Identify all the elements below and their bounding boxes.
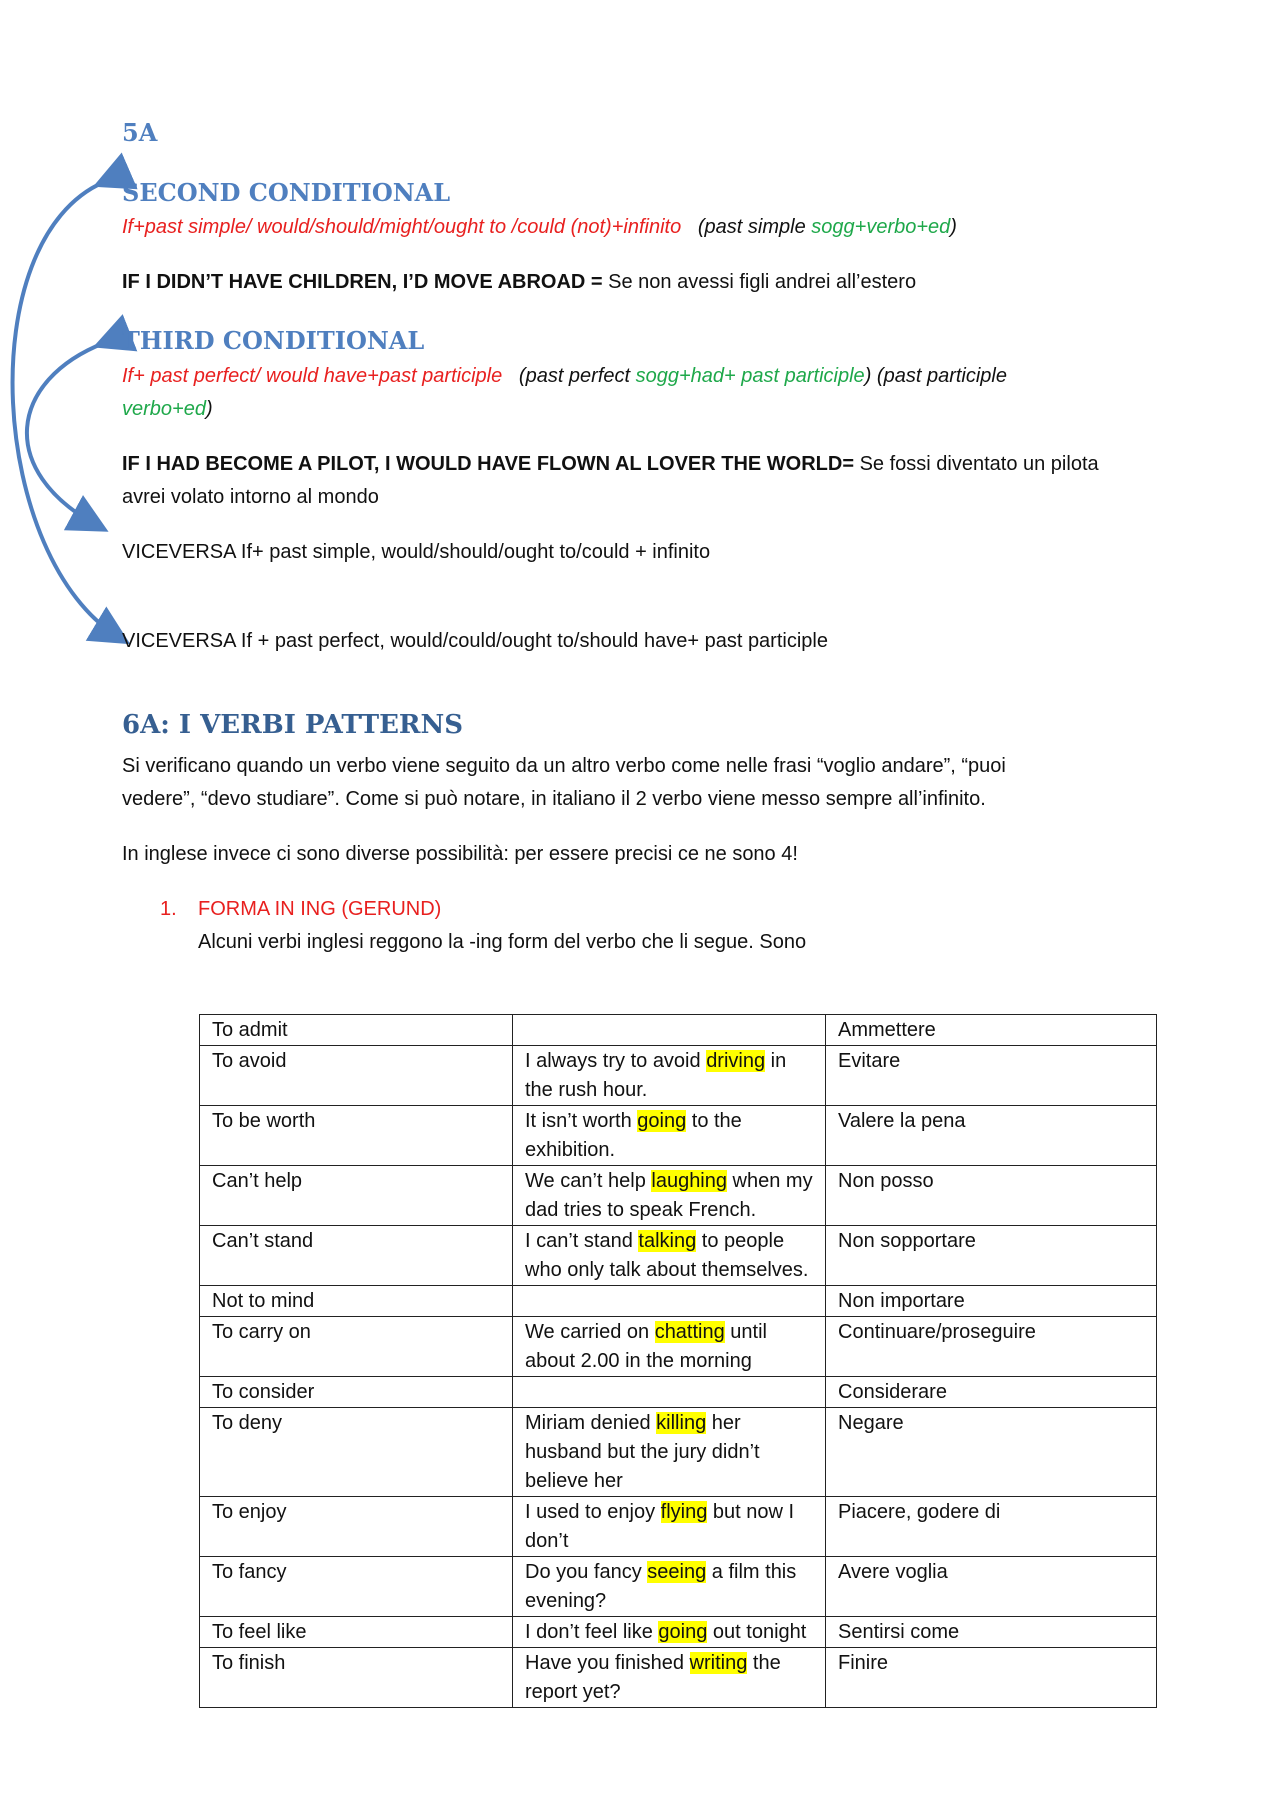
second-note-open: (past simple	[697, 216, 812, 238]
example-text-before: I can’t stand	[525, 1230, 639, 1252]
second-example-bold: IF I DIDN’T HAVE CHILDREN, I’D MOVE ABROAD =	[122, 271, 609, 293]
verb-cell: To consider	[200, 1377, 513, 1408]
table-row	[200, 1226, 1157, 1286]
example-text-after: but now I don’t	[525, 1501, 795, 1552]
second-example	[122, 266, 916, 299]
example-cell	[513, 1226, 826, 1286]
example-cell	[513, 1015, 826, 1046]
verb-cell: To fancy	[200, 1557, 513, 1617]
table-row	[200, 1557, 1157, 1617]
highlighted-gerund: driving	[706, 1050, 766, 1072]
verbs-table-body	[200, 1015, 1157, 1708]
third-example-translation-1: Se fossi diventato un pilota	[859, 453, 1099, 475]
example-text-after: until about 2.00 in the morning	[525, 1321, 767, 1372]
table-row	[200, 1317, 1157, 1377]
list-description: Alcuni verbi inglesi reggono la -ing form del verbo che li segue. Sono	[198, 931, 807, 953]
third-example-bold: IF I HAD BECOME A PILOT, I WOULD HAVE FLOWN AL LOVER THE WORLD=	[122, 453, 860, 475]
verb-cell: To deny	[200, 1408, 513, 1497]
second-formula-line	[122, 211, 957, 244]
example-text-after: to the exhibition.	[525, 1110, 742, 1161]
example-cell	[513, 1617, 826, 1648]
example-cell	[513, 1046, 826, 1106]
table-row	[200, 1046, 1157, 1106]
intro-line-1: Si verificano quando un verbo viene seguito da un altro verbo come nelle frasi “voglio andare”, “puoi	[122, 755, 1006, 777]
verb-cell: To admit	[200, 1015, 513, 1046]
list-title: FORMA IN ING (GERUND)	[198, 898, 442, 920]
example-text-after: when my dad tries to speak French.	[525, 1170, 813, 1221]
third-note1-green: sogg+had+ past participle	[635, 365, 865, 387]
example-cell	[513, 1377, 826, 1408]
example-text-after: in the rush hour.	[525, 1050, 787, 1101]
translation-cell: Non posso	[826, 1166, 1157, 1226]
table-row	[200, 1106, 1157, 1166]
example-cell	[513, 1166, 826, 1226]
third-formula-line	[122, 360, 1007, 393]
highlighted-gerund: going	[658, 1621, 708, 1643]
example-text-before: Do you fancy	[525, 1561, 648, 1583]
verbs-table	[199, 1014, 1157, 1708]
heading-conditional-word: CONDITIONAL	[222, 326, 425, 355]
example-text-before: I used to enjoy	[525, 1501, 661, 1523]
translation-cell: Avere voglia	[826, 1557, 1157, 1617]
table-row	[200, 1377, 1157, 1408]
verb-cell: To carry on	[200, 1317, 513, 1377]
example-cell	[513, 1408, 826, 1497]
verb-cell: Can’t help	[200, 1166, 513, 1226]
table-row	[200, 1497, 1157, 1557]
third-note1-close: )	[864, 365, 872, 387]
verb-cell: To be worth	[200, 1106, 513, 1166]
translation-cell: Ammettere	[826, 1015, 1157, 1046]
example-cell	[513, 1557, 826, 1617]
example-text-before: Have you finished	[525, 1652, 690, 1674]
translation-cell: Valere la pena	[826, 1106, 1157, 1166]
verb-cell: To enjoy	[200, 1497, 513, 1557]
highlighted-gerund: talking	[638, 1230, 697, 1252]
example-text-after: a film this evening?	[525, 1561, 797, 1612]
translation-cell: Continuare/proseguire	[826, 1317, 1157, 1377]
third-example-line-2: avrei volato intorno al mondo	[122, 486, 379, 508]
heading-second-word: SECOND	[122, 178, 241, 207]
verb-cell: Not to mind	[200, 1286, 513, 1317]
table-row	[200, 1617, 1157, 1648]
viceversa-line-1: VICEVERSA If+ past simple, would/should/ought to/could + infinito	[122, 541, 711, 563]
example-cell	[513, 1317, 826, 1377]
heading-conditional-word: CONDITIONAL	[248, 178, 451, 207]
second-note-close: )	[950, 216, 957, 238]
example-text-before: I don’t feel like	[525, 1621, 659, 1643]
heading-third-word: THIRD	[122, 326, 215, 355]
third-note2-close: )	[205, 398, 213, 420]
third-formula-line-2	[122, 393, 213, 426]
translation-cell: Sentirsi come	[826, 1617, 1157, 1648]
verb-cell: To avoid	[200, 1046, 513, 1106]
third-note1-open: (past perfect	[518, 365, 636, 387]
second-note-green: sogg+verbo+ed	[811, 216, 951, 238]
third-note2-green: verbo+ed	[122, 398, 206, 420]
heading-6a: 6A: I VERBI PATTERNS	[122, 710, 464, 740]
intro-line-3: In inglese invece ci sono diverse possibilità: per essere precisi ce ne sono 4!	[122, 843, 798, 865]
translation-cell: Finire	[826, 1648, 1157, 1708]
example-cell	[513, 1286, 826, 1317]
example-text-after: to people who only talk about themselves.	[525, 1230, 809, 1281]
highlighted-gerund: writing	[689, 1652, 748, 1674]
translation-cell: Considerare	[826, 1377, 1157, 1408]
highlighted-gerund: laughing	[651, 1170, 727, 1192]
example-text-before: We carried on	[525, 1321, 655, 1343]
table-row	[200, 1408, 1157, 1497]
example-text-after: out tonight	[707, 1621, 807, 1643]
list-number: 1.	[160, 898, 177, 920]
table-row	[200, 1648, 1157, 1708]
example-text-before: It isn’t worth	[525, 1110, 638, 1132]
heading-third-conditional	[122, 326, 424, 355]
translation-cell: Non sopportare	[826, 1226, 1157, 1286]
highlighted-gerund: going	[637, 1110, 687, 1132]
viceversa-line-2: VICEVERSA If + past perfect, would/could/ought to/should have+ past participle	[122, 630, 828, 652]
list-item-gerund	[160, 893, 441, 926]
intro-line-2: vedere”, “devo studiare”. Come si può notare, in italiano il 2 verbo viene messo sempre all’infinito.	[122, 788, 986, 810]
highlighted-gerund: flying	[660, 1501, 708, 1523]
heading-5a: 5A	[122, 118, 158, 147]
arrow-second-to-viceversa	[13, 182, 120, 638]
third-example	[122, 448, 1099, 481]
example-text-before: Miriam denied	[525, 1412, 657, 1434]
verb-cell: To finish	[200, 1648, 513, 1708]
table-row	[200, 1286, 1157, 1317]
translation-cell: Piacere, godere di	[826, 1497, 1157, 1557]
arrow-third-to-viceversa	[27, 343, 104, 526]
highlighted-gerund: chatting	[654, 1321, 725, 1343]
example-cell	[513, 1497, 826, 1557]
third-formula: If+ past perfect/ would have+past participle	[122, 365, 503, 387]
example-text-before: We can’t help	[525, 1170, 652, 1192]
third-note2-open: (past participle	[876, 365, 1007, 387]
highlighted-gerund: seeing	[647, 1561, 707, 1583]
heading-second-conditional	[122, 178, 450, 207]
second-formula: If+past simple/ would/should/might/ought to /could (not)+infinito	[122, 216, 682, 238]
example-cell	[513, 1106, 826, 1166]
example-cell	[513, 1648, 826, 1708]
translation-cell: Non importare	[826, 1286, 1157, 1317]
translation-cell: Negare	[826, 1408, 1157, 1497]
verb-cell: To feel like	[200, 1617, 513, 1648]
example-text-before: I always try to avoid	[525, 1050, 707, 1072]
example-text-after: her husband but the jury didn’t believe her	[525, 1412, 760, 1492]
highlighted-gerund: killing	[656, 1412, 707, 1434]
verb-cell: Can’t stand	[200, 1226, 513, 1286]
example-text-after: the report yet?	[525, 1652, 781, 1703]
table-row	[200, 1166, 1157, 1226]
translation-cell: Evitare	[826, 1046, 1157, 1106]
table-row	[200, 1015, 1157, 1046]
second-example-translation: Se non avessi figli andrei all’estero	[608, 271, 917, 293]
